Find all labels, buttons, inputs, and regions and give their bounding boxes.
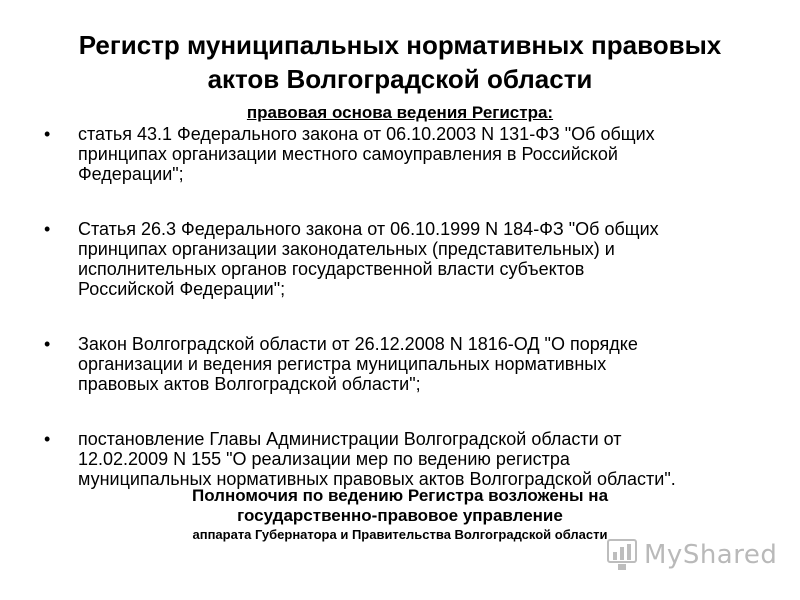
item-line: постановление Главы Администрации Волгоградской области от	[78, 429, 622, 449]
bullet-icon: •	[44, 124, 51, 144]
list-item	[44, 124, 744, 184]
item-line: Закон Волгоградской области от 26.12.2008 N 1816-ОД "О порядке	[78, 334, 638, 354]
item-line: статья 43.1 Федерального закона от 06.10.2003 N 131-ФЗ "Об общих	[78, 124, 655, 144]
item-line: принципах организации законодательных (представительных) и	[78, 239, 615, 259]
item-line: исполнительных органов государственной власти субъектов	[78, 259, 585, 279]
responsibility-note	[0, 486, 800, 543]
footer-line-2: государственно-правовое управление	[237, 506, 563, 525]
item-line: Российской Федерации";	[78, 279, 286, 299]
item-line: муниципальных нормативных правовых актов Волгоградской области".	[78, 469, 676, 489]
list-item	[44, 429, 744, 489]
title-line-1: Регистр муниципальных нормативных правовых	[78, 30, 722, 60]
item-line: правовых актов Волгоградской области";	[78, 374, 421, 394]
title-line-2: актов Волгоградской области	[207, 64, 593, 94]
bullet-icon: •	[44, 429, 51, 449]
bullet-icon: •	[44, 334, 51, 354]
item-line: принципах организации местного самоуправления в Российской	[78, 144, 618, 164]
watermark	[606, 536, 777, 574]
footer-line-3: аппарата Губернатора и Правительства Волгоградской области	[192, 527, 608, 542]
list-item	[44, 219, 744, 299]
slide-title	[40, 28, 760, 96]
myshared-logo-icon	[606, 538, 638, 572]
legal-basis-list	[44, 124, 744, 524]
item-line: Статья 26.3 Федерального закона от 06.10.1999 N 184-ФЗ "Об общих	[78, 219, 659, 239]
item-line: 12.02.2009 N 155 "О реализации мер по ведению регистра	[78, 449, 570, 469]
item-line: Федерации";	[78, 164, 184, 184]
subtitle	[0, 103, 800, 123]
item-line: организации и ведения регистра муниципальных нормативных	[78, 354, 607, 374]
subtitle-text: правовая основа ведения Регистра:	[246, 103, 554, 122]
footer-line-1: Полномочия по ведению Регистра возложены на	[191, 486, 609, 505]
list-item	[44, 334, 744, 394]
bullet-icon: •	[44, 219, 51, 239]
watermark-text: MyShared	[644, 540, 778, 570]
